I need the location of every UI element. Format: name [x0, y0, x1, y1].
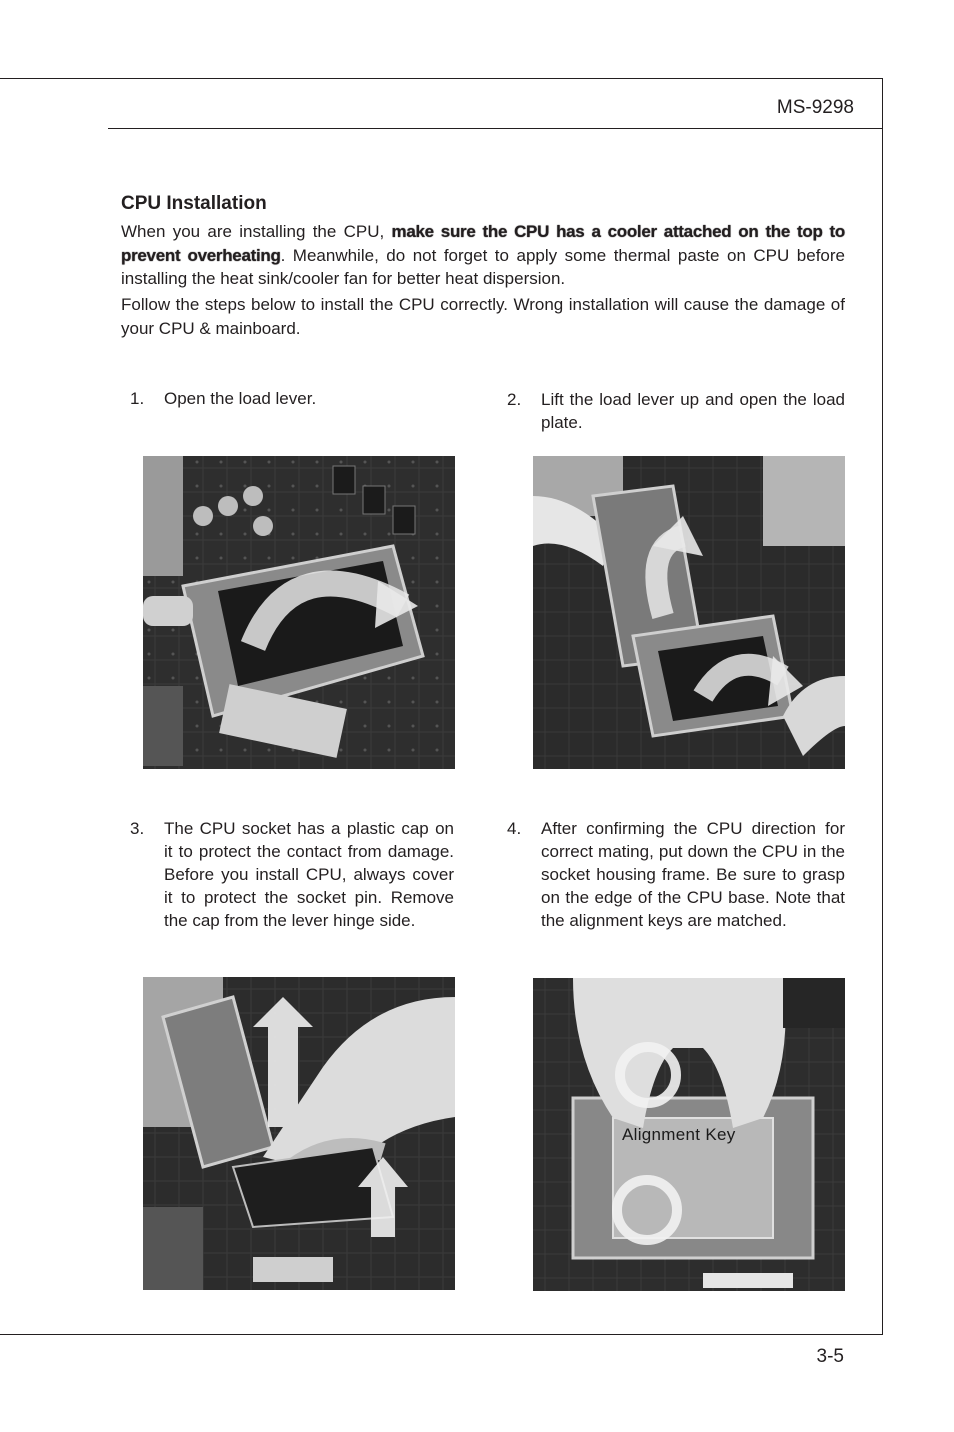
step-2: [507, 388, 845, 434]
header-rule: [108, 128, 883, 129]
page-number: 3-5: [816, 1346, 844, 1367]
photo-remove-socket-cap: [143, 977, 455, 1290]
intro-warning: make sure the CPU has a cooler attached on the top to prevent overheating: [121, 222, 846, 265]
section-title: CPU Installation: [121, 193, 267, 214]
intro-lead: When you are installing the CPU,: [121, 222, 392, 241]
top-rule: [0, 78, 883, 79]
model-number: MS-9298: [776, 97, 854, 118]
photo-place-cpu: [533, 978, 845, 1291]
photo-lift-load-lever: [533, 456, 845, 769]
step-text: Open the load lever.: [164, 389, 317, 408]
step-text: Lift the load lever up and open the load plate.: [541, 390, 845, 432]
right-rule: [882, 78, 883, 1335]
alignment-key-label: Alignment Key: [622, 1125, 736, 1144]
step-4: [507, 817, 845, 932]
step-number: 2.: [507, 390, 522, 409]
intro-paragraph: [121, 220, 845, 291]
step-text: The CPU socket has a plastic cap on it to protect the contact from damage. Before you install CPU, always cover it to protect the socket pin. Remove the cap from the lever hinge side.: [164, 819, 454, 930]
intro-rest: . Meanwhile, do not forget to apply some thermal paste on CPU before installing the heat sink/cooler fan for better heat dispersion.: [121, 245, 845, 288]
step-3: [130, 817, 454, 932]
step-number: 4.: [507, 819, 522, 838]
follow-paragraph: Follow the steps below to install the CPU correctly. Wrong installation will cause the damage of your CPU & mainboard.: [121, 295, 845, 338]
step-1: [130, 387, 454, 410]
step-number: 1.: [130, 389, 145, 408]
photo-open-load-lever: [143, 456, 455, 769]
step-number: 3.: [130, 819, 145, 838]
step-text: After confirming the CPU direction for correct mating, put down the CPU in the socket housing frame. Be sure to grasp on the edge of the CPU base. Note that the alignment keys are matched.: [541, 819, 845, 930]
bottom-rule: [0, 1334, 883, 1335]
